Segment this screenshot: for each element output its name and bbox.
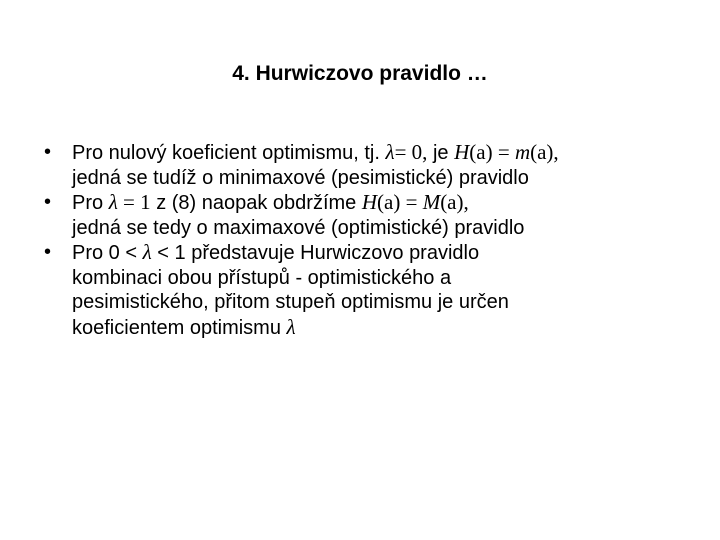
bullet-2-pre: Pro — [72, 192, 109, 214]
lambda-symbol: λ — [385, 140, 395, 164]
math-M: M — [422, 190, 441, 214]
equals-zero: = 0, — [394, 140, 428, 164]
math-paren-a-2: (a), — [530, 140, 559, 164]
bullet-3-line-2: kombinaci obou přístupů - optimistického a — [72, 266, 452, 289]
bullet-3-line-4-text: koeficientem optimismu — [72, 316, 287, 339]
bullet-item-3 — [44, 240, 704, 340]
lambda-symbol: λ — [286, 314, 296, 339]
bullet-1-line-2: jedná se tudíž o minimaxové (pesimistické) pravidlo — [72, 166, 529, 189]
bullet-list — [44, 140, 704, 340]
bullet-3-line-1 — [72, 240, 704, 266]
math-H: H — [361, 190, 378, 214]
math-equals: = — [400, 190, 423, 214]
bullet-dot: • — [44, 141, 52, 163]
math-m: m — [514, 140, 531, 164]
bullet-3-pre: Pro 0 < — [72, 242, 143, 264]
bullet-2-line-2: jedná se tedy o maximaxové (optimistické) pravidlo — [72, 216, 525, 239]
bullet-1-line-1 — [72, 140, 704, 166]
bullet-dot: • — [44, 241, 52, 263]
bullet-dot: • — [44, 191, 52, 213]
lambda-symbol: λ — [142, 240, 152, 264]
math-paren-a-2: (a), — [440, 190, 469, 214]
equals-one: = 1 — [117, 190, 151, 214]
math-paren-a: (a) — [377, 190, 401, 214]
bullet-3-post: < 1 představuje Hurwiczovo pravidlo — [151, 242, 480, 264]
bullet-2-line-1 — [72, 190, 704, 216]
bullet-1-je: je — [427, 142, 455, 164]
math-H: H — [454, 140, 470, 164]
slide-title: 4. Hurwiczovo pravidlo … — [232, 62, 488, 85]
bullet-item-1 — [44, 140, 704, 190]
bullet-3-line-4 — [72, 315, 704, 341]
math-equals: = — [492, 140, 515, 164]
lambda-symbol: λ — [108, 190, 118, 214]
math-paren-a: (a) — [469, 140, 493, 164]
bullet-item-2 — [44, 190, 704, 240]
bullet-1-text: Pro nulový koeficient optimismu, tj. — [72, 142, 386, 164]
bullet-3-line-3: pesimistického, přitom stupeň optimismu je určen — [72, 291, 509, 313]
bullet-2-text: z (8) naopak obdržíme — [150, 192, 362, 214]
